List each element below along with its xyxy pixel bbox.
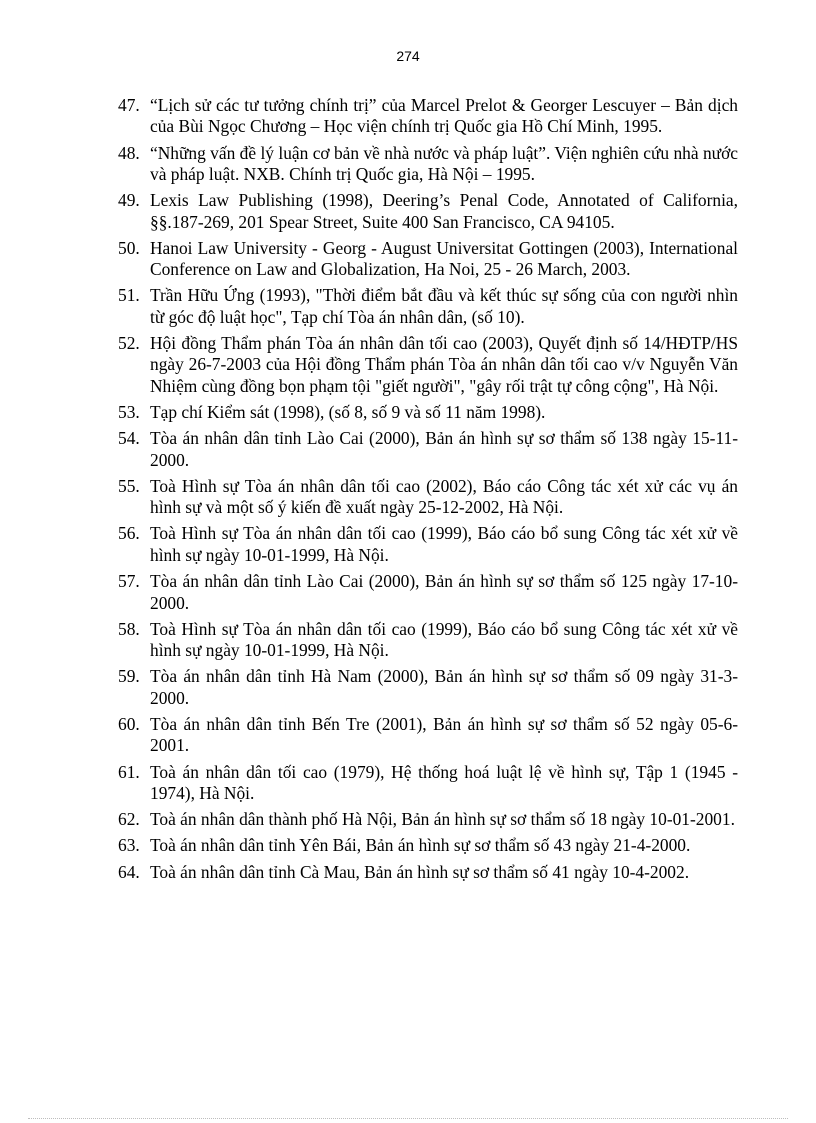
reference-number: 63.: [118, 835, 140, 856]
reference-item: [118, 333, 738, 397]
reference-number: 59.: [118, 666, 140, 687]
reference-text: Trần Hữu Ứng (1993), "Thời điểm bắt đầu và kết thúc sự sống của con người nhìn từ góc độ luật học", Tạp chí Tòa án nhân dân, (số 10).: [150, 285, 738, 327]
reference-number: 51.: [118, 285, 140, 306]
reference-item: [118, 571, 738, 614]
reference-number: 56.: [118, 523, 140, 544]
reference-item: [118, 835, 738, 856]
reference-number: 62.: [118, 809, 140, 830]
reference-number: 57.: [118, 571, 140, 592]
reference-number: 64.: [118, 861, 140, 882]
reference-item: [118, 523, 738, 566]
reference-item: [118, 190, 738, 233]
reference-number: 53.: [118, 402, 140, 423]
reference-text: Hanoi Law University - Georg - August Universitat Gottingen (2003), International Conference on Law and Globalization, Ha Noi, 25 - 26 March, 2003.: [150, 237, 738, 280]
reference-text: Lexis Law Publishing (1998), Deering’s Penal Code, Annotated of California, §§.187-269, 201 Spear Street, Suite 400 San Francisco, CA 94105.: [150, 190, 738, 232]
reference-number: 55.: [118, 475, 140, 496]
reference-text: Tòa án nhân dân tỉnh Lào Cai (2000), Bản án hình sự sơ thẩm số 138 ngày 15-11-2000.: [150, 428, 738, 470]
reference-text: Toà án nhân dân thành phố Hà Nội, Bản án hình sự sơ thẩm số 18 ngày 10-01-2001.: [150, 809, 735, 830]
reference-text: Toà Hình sự Tòa án nhân dân tối cao (1999), Báo cáo bổ sung Công tác xét xử về hình sự ngày 10-01-1999, Hà Nội.: [150, 523, 738, 565]
reference-number: 54.: [118, 428, 140, 449]
reference-list: [118, 95, 738, 888]
reference-text: Tòa án nhân dân tỉnh Lào Cai (2000), Bản án hình sự sơ thẩm số 125 ngày 17-10-2000.: [150, 571, 738, 613]
reference-text: Tòa án nhân dân tỉnh Hà Nam (2000), Bản án hình sự sơ thẩm số 09 ngày 31-3-2000.: [150, 666, 738, 708]
reference-item: [118, 143, 738, 186]
reference-number: 58.: [118, 618, 140, 639]
reference-number: 60.: [118, 713, 140, 734]
reference-text: “Lịch sử các tư tưởng chính trị” của Marcel Prelot & Georger Lescuyer – Bản dịch của Bùi Ngọc Chương – Học viện chính trị Quốc gia Hồ Chí Minh, 1995.: [150, 95, 738, 137]
reference-item: [118, 762, 738, 805]
reference-number: 50.: [118, 237, 140, 258]
reference-item: [118, 809, 738, 830]
reference-number: 52.: [118, 333, 140, 354]
reference-text: Toà án nhân dân tỉnh Cà Mau, Bản án hình sự sơ thẩm số 41 ngày 10-4-2002.: [150, 861, 690, 882]
reference-item: [118, 862, 738, 883]
reference-item: [118, 714, 738, 757]
reference-text: “Những vấn đề lý luận cơ bản về nhà nước và pháp luật”. Viện nghiên cứu nhà nước và pháp luật. NXB. Chính trị Quốc gia, Hà Nội – 1995.: [150, 142, 738, 185]
reference-text: Toà Hình sự Tòa án nhân dân tối cao (2002), Báo cáo Công tác xét xử các vụ án hình sự và một số ý kiến đề xuất ngày 25-12-2002, Hà Nội.: [150, 475, 738, 518]
reference-item: [118, 476, 738, 519]
reference-number: 47.: [118, 95, 140, 115]
reference-item: [118, 402, 738, 423]
reference-text: Toà án nhân dân tỉnh Yên Bái, Bản án hình sự sơ thẩm số 43 ngày 21-4-2000.: [150, 835, 691, 856]
page-bottom-divider: [28, 1118, 788, 1119]
reference-text: Tòa án nhân dân tỉnh Bến Tre (2001), Bản án hình sự sơ thẩm số 52 ngày 05-6-2001.: [150, 713, 738, 756]
reference-item: [118, 95, 738, 138]
reference-text: Toà án nhân dân tối cao (1979), Hệ thống hoá luật lệ về hình sự, Tập 1 (1945 - 1974), Hà Nội.: [150, 761, 738, 803]
reference-item: [118, 285, 738, 328]
reference-text: Hội đồng Thẩm phán Tòa án nhân dân tối cao (2003), Quyết định số 14/HĐTP/HS ngày 26-7-2003 của Hội đồng Thẩm phán Tòa án nhân dân tối cao v/v Nguyễn Văn Nhiệm cùng đồng bọn phạm tội "giết người", "gây rối trật tự công cộng", Hà Nội.: [150, 333, 738, 396]
reference-number: 61.: [118, 761, 140, 782]
reference-item: [118, 619, 738, 662]
page-number: 274: [396, 48, 420, 64]
reference-item: [118, 666, 738, 709]
reference-number: 48.: [118, 142, 140, 163]
reference-number: 49.: [118, 190, 140, 211]
reference-text: Toà Hình sự Tòa án nhân dân tối cao (1999), Báo cáo bổ sung Công tác xét xử về hình sự ngày 10-01-1999, Hà Nội.: [150, 618, 738, 661]
reference-item: [118, 428, 738, 471]
reference-text: Tạp chí Kiểm sát (1998), (số 8, số 9 và số 11 năm 1998).: [150, 402, 546, 423]
reference-item: [118, 238, 738, 281]
